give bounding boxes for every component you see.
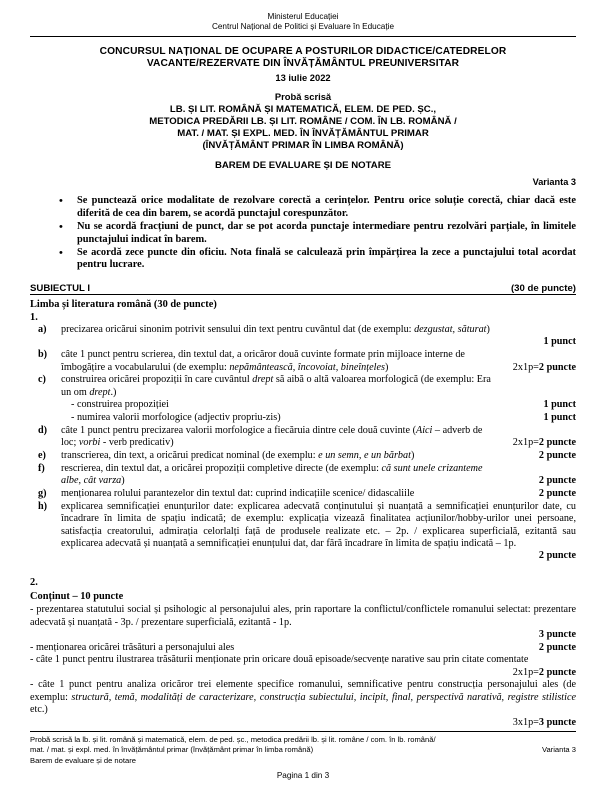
item-text-after: )	[410, 450, 415, 462]
item-letter: e)	[38, 450, 46, 462]
note-text: Nu se acordă fracțiuni de punct, dar se pot acorda punctaje intermediare pentru rezolvări parțiale, în limitele punctajului indicat în barem.	[77, 221, 576, 245]
item-example: Aici	[415, 424, 433, 436]
note-item	[56, 247, 576, 272]
subject-label: SUBIECTUL I	[30, 283, 91, 294]
footer-variant: Varianta 3	[541, 745, 576, 755]
entry-text-before: - câte 1 punct pentru analiza oricăror trei elemente specifice romanului, semnificative pentru construcția personajului ales (de exemplu:	[30, 679, 576, 703]
exam-subject-line-4: (ÎNVĂȚĂMÂNT PRIMAR ÎN LIMBA ROMÂNĂ)	[202, 140, 404, 152]
page-number: Pagina 1 din 3	[276, 770, 330, 780]
answer-item-f	[30, 463, 576, 488]
subline-text: - numirea valorii morfologice (adjectiv propriu-zis)	[71, 411, 281, 423]
entry-score: 3 puncte	[538, 629, 576, 640]
item-text-after: )	[486, 324, 490, 336]
entry-score-value: 3 puncte	[538, 716, 576, 728]
section-2-number: 2.	[30, 576, 38, 588]
ministry-line-1: Ministerul Educației	[267, 12, 339, 21]
item-subline	[61, 399, 576, 412]
page-footer	[30, 731, 576, 781]
item-letter: d)	[38, 424, 48, 436]
item-text-before: câte 1 punct pentru precizarea valorii morfologice a fiecăruia dintre cele două cuvinte (	[61, 424, 416, 436]
item-example: nepământească, încovoiat, bineînțeles	[229, 361, 385, 373]
section-2-entry	[30, 654, 576, 679]
entry-score	[30, 667, 576, 680]
item-text-after: – adverb de	[432, 424, 483, 436]
item-example: drept	[252, 374, 274, 386]
footer-line-1: Probă scrisă la lb. și lit. română și matematică, elem. de ped. șc., metodica predării lb. și lit. române / com. în lb. română/	[30, 735, 436, 745]
item-letter: h)	[38, 501, 48, 513]
entry-score-value: 2 puncte	[538, 666, 576, 678]
item-text-after: - verb predicativ)	[100, 437, 174, 449]
item-score-prefix: 2x1p=	[512, 437, 539, 449]
exam-title-line-2: VACANTE/REZERVATE DIN ÎNVĂȚĂMÂNTUL PREUNIVERSITAR	[146, 58, 460, 70]
item-letter: f)	[38, 462, 45, 474]
item-line-1	[61, 488, 576, 500]
item-text-before: construirea oricărei propoziții în care cuvântul	[61, 374, 253, 386]
item-line-2	[61, 362, 576, 374]
item-line-1	[61, 450, 576, 462]
item-text-before: un om	[61, 386, 90, 398]
subline-score: 1 punct	[543, 411, 576, 423]
entry-text: - menționarea oricărei trăsături a personajului ales	[30, 641, 235, 653]
item-line-1	[61, 463, 576, 475]
item-score	[513, 362, 576, 374]
item-score-value: 2 puncte	[538, 361, 576, 373]
subline-text: - construirea propoziției	[71, 399, 169, 411]
section-2-entry	[30, 604, 576, 642]
entry-score-prefix: 2x1p=	[512, 666, 539, 678]
entry-text: - prezentarea statutului social și psihologic al personajului ales, prin raportare la conflictul/conflictele romanului selectat: prezentare adecvată și nuanțată - 3p. / prezentare superficială, ezitantă - 1p.	[30, 604, 576, 628]
entry-text: - câte 1 punct pentru ilustrarea trăsăturii menționate prin oricare două episoade/secvențe narative sau prin citate comentate	[30, 654, 529, 665]
bullet-icon: •	[59, 246, 63, 259]
ministry-line-2: Centrul Național de Politici și Evaluare în Educație	[211, 22, 395, 32]
item-text-mid: să aibă o altă valoarea morfologică (de exemplu: Era	[273, 374, 491, 386]
item-letter: b)	[38, 349, 48, 361]
section-2-entry	[30, 642, 576, 655]
footer-line-2: mat. / mat. și expl. med. în învățământul primar (învățământ primar în limba română)	[30, 745, 314, 755]
answer-item-g	[30, 488, 576, 500]
note-text: Se acordă zece puncte din oficiu. Nota finală se calculează prin împărțirea la zece a punctajului total acordat pentru lucrare.	[77, 246, 576, 271]
answer-item-e	[30, 450, 576, 462]
answer-item-d	[30, 425, 576, 450]
item-text-before: rescrierea, din textul dat, a oricărei propoziții completive directe (de exemplu:	[61, 462, 382, 474]
answer-item-b	[30, 349, 576, 374]
item-letter: c)	[38, 374, 46, 386]
subject-points: (30 de puncte)	[510, 283, 576, 294]
exam-date: 13 iulie 2022	[275, 72, 331, 84]
item-line-2	[61, 387, 576, 399]
item-text	[61, 437, 174, 449]
item-example: dezgustat, săturat	[414, 324, 487, 336]
item-text-before: îmbogățire a vocabularului (de exemplu:	[61, 361, 230, 373]
entry-example: structură, temă, modalități de caracterizare, construcția subiectului, incipit, final, perspectivă narativă, registre stilistice	[71, 691, 576, 703]
item-text	[61, 362, 388, 374]
item-text-before: transcrierea, din text, a oricărui predicat nominal (de exemplu:	[61, 450, 319, 462]
item-text	[61, 475, 125, 487]
item-text: explicarea semnificației enunțurilor date: explicarea adecvată conținutului și nuanțată a semnificației enunțurilor date, cu încadrare în limita de spațiu indicată; de exemplu: explicația vizează finalitatea acțiunilor/hobby-urilor unei persoane, satisfacția creatorului, admirația celorlalți față de produsele realizate etc. – 2p. / explicarea superficială, ezitantă sau explicarea adecvată și nuanțată a semnificației enunțului dat, dar fără încadrare în limita de spațiu indicată – 1p.	[61, 501, 576, 549]
subline-score: 1 punct	[543, 399, 576, 411]
item-example: albe, cât varza	[61, 475, 122, 487]
item-subline	[61, 412, 576, 425]
exam-subject-line-3: MAT. / MAT. ȘI EXPL. MED. ÎN ÎNVĂȚĂMÂNTUL PRIMAR	[177, 128, 429, 140]
answer-item-c	[30, 374, 576, 424]
item-line-2	[61, 437, 576, 449]
item-score: 2 puncte	[538, 488, 576, 500]
note-item	[56, 195, 576, 220]
entry-score-prefix: 3x1p=	[512, 716, 539, 728]
exam-subject-line-1: LB. ȘI LIT. ROMÂNĂ ȘI MATEMATICĂ, ELEM. DE PED. ȘC.,	[169, 103, 437, 115]
item-example: vorbi	[78, 437, 101, 449]
ministry-header	[30, 12, 576, 33]
question-number: 1.	[30, 311, 38, 323]
exam-title-block	[30, 46, 576, 173]
item-score: 2 puncte	[538, 475, 576, 487]
subject-heading-bar	[30, 283, 576, 295]
item-text-before: loc;	[61, 437, 79, 449]
bullet-icon: •	[59, 221, 63, 234]
bullet-icon: •	[59, 195, 63, 208]
entry-score: 2 puncte	[538, 641, 576, 653]
entry-score	[30, 717, 576, 730]
item-line-1	[61, 425, 576, 437]
item-letter: a)	[38, 324, 47, 336]
section-2-entry	[30, 679, 576, 729]
item-text-after: )	[384, 361, 389, 373]
exam-proba: Probă scrisă	[274, 91, 332, 103]
item-score: 1 punct	[543, 336, 576, 348]
item-text-after: .)	[110, 386, 117, 398]
exam-barem-title: BAREM DE EVALUARE ȘI DE NOTARE	[214, 160, 392, 172]
note-text: Se punctează orice modalitate de rezolvare corectă a cerințelor. Pentru orice soluție corectă, chiar dacă este diferită de cea din barem, se acordă punctajul corespunzător.	[77, 195, 576, 220]
item-score: 2 puncte	[538, 550, 576, 562]
answer-item-a	[30, 324, 576, 349]
footer-divider	[30, 731, 576, 732]
item-text-after: )	[121, 475, 125, 487]
item-text	[61, 450, 414, 462]
item-line-1: câte 1 punct pentru scrierea, din textul dat, a oricăror două cuvinte formate prin mijloace interne de	[61, 349, 465, 361]
item-example: e un semn, e un bărbat	[318, 450, 411, 462]
header-divider	[30, 36, 576, 37]
exam-title-line-1: CONCURSUL NAȚIONAL DE OCUPARE A POSTURILOR DIDACTICE/CATEDRELOR	[99, 45, 507, 57]
answer-items-list	[30, 324, 576, 562]
variant-label: Varianta 3	[532, 177, 576, 188]
item-example: drept	[89, 386, 111, 398]
subject-section-title: Limba și literatura română (30 de puncte)	[30, 298, 217, 310]
section-2	[30, 576, 576, 730]
item-score-prefix: 2x1p=	[512, 361, 539, 373]
note-item	[56, 221, 576, 246]
item-line-2	[61, 475, 576, 487]
item-score: 2 puncte	[538, 450, 576, 462]
item-example: că sunt unele crizanteme	[381, 462, 483, 474]
item-letter: g)	[38, 488, 47, 500]
item-score-value: 2 puncte	[538, 437, 576, 449]
item-score	[513, 437, 576, 449]
item-text: menționarea rolului parantezelor din textul dat: cuprind indicațiile scenice/ didascaliile	[61, 488, 415, 500]
item-text: precizarea oricărui sinonim potrivit sensului din text pentru cuvântul dat (de exemplu:	[61, 324, 415, 336]
footer-line-2-row	[30, 745, 576, 755]
grading-notes	[30, 195, 576, 272]
exam-subject-line-2: METODICA PREDĂRII LB. ȘI LIT. ROMÂNE / COM. ÎN LB. ROMÂNĂ /	[149, 115, 457, 127]
section-2-heading: Conținut – 10 puncte	[30, 590, 124, 602]
footer-line-3: Barem de evaluare și de notare	[30, 755, 136, 765]
item-line-1	[61, 374, 576, 386]
entry-text-after: etc.)	[30, 704, 48, 715]
answer-item-h	[30, 501, 576, 562]
